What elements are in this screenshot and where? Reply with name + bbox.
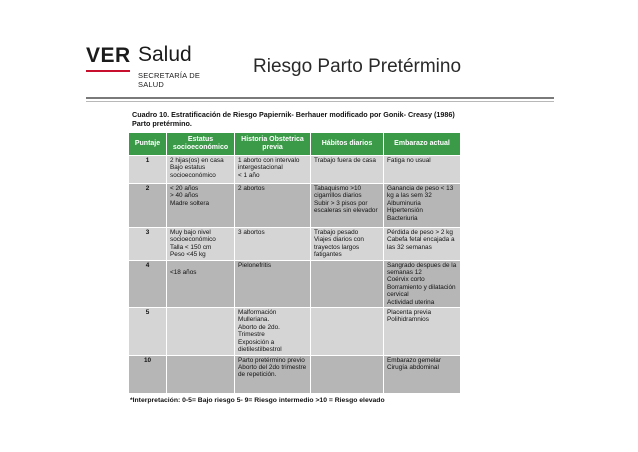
cell-estatus: 2 hijas(os) en casa Bajo estatus socioeconómico xyxy=(167,156,235,184)
cell-habitos: Trabajo pesado Viajes diarios con trayectos largos fatigantes xyxy=(311,228,384,261)
col-header-puntaje: Puntaje xyxy=(129,133,167,156)
cell-embarazo: Embarazo gemelar Cirugía abdominal xyxy=(384,355,461,393)
interpretation-legend: *Interpretación: 0-5= Bajo riesgo 5- 9= Riesgo intermedio >10 = Riesgo elevado xyxy=(130,396,385,404)
cell-habitos: Tabaquismo >10 cigarrillos diarios Subir > 3 pisos por escaleras sin elevador xyxy=(311,184,384,228)
table-row xyxy=(129,228,461,261)
slide-title: Riesgo Parto Pretérmino xyxy=(253,56,462,77)
slide-header xyxy=(0,0,638,100)
cell-puntaje: 5 xyxy=(129,308,167,355)
logo-salud-text: Salud xyxy=(138,43,192,66)
cell-embarazo: Ganancia de peso < 13 kg a las sem 32 Albuminuria Hipertensión Bacteriuria xyxy=(384,184,461,228)
cell-puntaje: 3 xyxy=(129,228,167,261)
table-row xyxy=(129,156,461,184)
logo-subtitle: SECRETARÍA DE SALUD xyxy=(138,71,201,89)
cell-historia: 3 abortos xyxy=(235,228,311,261)
cell-puntaje: 4 xyxy=(129,260,167,307)
cell-estatus xyxy=(167,308,235,355)
col-header-historia: Historia Obstetrica previa xyxy=(235,133,311,156)
cell-puntaje: 1 xyxy=(129,156,167,184)
ver-salud-logo xyxy=(86,42,226,89)
risk-stratification-table xyxy=(128,132,461,394)
cell-estatus: <18 años xyxy=(167,260,235,307)
cell-historia: Pielonefritis xyxy=(235,260,311,307)
cell-embarazo: Pérdida de peso > 2 kg Cabefa fetal encajada a las 32 semanas xyxy=(384,228,461,261)
cell-estatus: < 20 años > 40 años Madre soltera xyxy=(167,184,235,228)
logo-ver-text: VER xyxy=(86,44,131,67)
cell-historia: Malformación Mulleriana. Aborto de 2do. Trimestre Exposición a dietilestilbestrol xyxy=(235,308,311,355)
table-row xyxy=(129,184,461,228)
cell-puntaje: 2 xyxy=(129,184,167,228)
cell-embarazo: Placenta previa Polihidramnios xyxy=(384,308,461,355)
cell-habitos xyxy=(311,355,384,393)
header-divider xyxy=(86,97,554,99)
table-row xyxy=(129,260,461,307)
table-row xyxy=(129,355,461,393)
cell-historia: 2 abortos xyxy=(235,184,311,228)
cell-habitos xyxy=(311,308,384,355)
cell-estatus: Muy bajo nivel socioeconómico Talla < 150 cm Peso <45 kg xyxy=(167,228,235,261)
cell-embarazo: Fatiga no usual xyxy=(384,156,461,184)
cell-habitos xyxy=(311,260,384,307)
table-header-row xyxy=(129,133,461,156)
table-caption: Cuadro 10. Estratificación de Riesgo Papiernik- Berhauer modificado por Gonik- Creasy (1986) Parto pretérmino. xyxy=(132,110,455,128)
header-divider-thin xyxy=(86,101,554,102)
cell-historia: Parto pretérmino previo Aborto del 2do trimestre de repetición. xyxy=(235,355,311,393)
col-header-habitos: Hábitos diarios xyxy=(311,133,384,156)
risk-table-figure xyxy=(128,110,460,404)
col-header-estatus: Estatus socioeconómico xyxy=(167,133,235,156)
cell-habitos: Trabajo fuera de casa xyxy=(311,156,384,184)
cell-historia: 1 aborto con intervalo intergestacional < 1 año xyxy=(235,156,311,184)
col-header-embarazo: Embarazo actual xyxy=(384,133,461,156)
cell-estatus xyxy=(167,355,235,393)
cell-puntaje: 10 xyxy=(129,355,167,393)
cell-embarazo: Sangrado despues de la semanas 12 Coérvix corto Borramiento y dilatación cervical Actividad uterina xyxy=(384,260,461,307)
logo-red-bar xyxy=(86,70,130,72)
table-row xyxy=(129,308,461,355)
